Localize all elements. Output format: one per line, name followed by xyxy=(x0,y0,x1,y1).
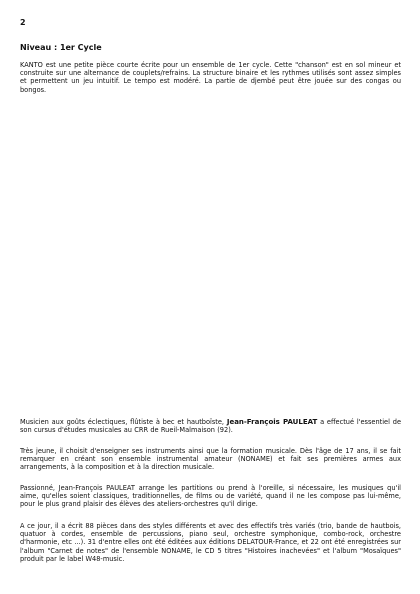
piece-description: KANTO est une petite pièce courte écrite pour un ensemble de 1er cycle. Cette "chanson" est en sol mineur et construite sur une alternance de couplets/refrains. La structure binaire et les rythmes utilisés sont assez simples et permettent un jeu intuitif. Le tempo est modéré. La partie de djembé peut être jouée sur des congas ou bongos. xyxy=(20,61,401,94)
level-heading: Niveau : 1er Cycle xyxy=(20,43,102,52)
bio-paragraph-2: Très jeune, il choisit d'enseigner ses instruments ainsi que la formation musicale. Dès l'âge de 17 ans, il se fait remarquer en créant son ensemble instrumental amateur (NONAME) et fait ses premières armes aux arrangements, à la composition et à la direction musicale. xyxy=(20,447,401,472)
composer-name: Jean-François PAULEAT xyxy=(226,418,318,426)
bio-studies-text: a effectué l'essentiel de son cursus d'études musicales au CRR de Rueil-Malmaison (92). xyxy=(20,418,401,435)
bio-paragraph-3: Passionné, Jean-François PAULEAT arrange les partitions ou prend à l'oreille, si nécessaire, les musiques qu'il aime, qu'elles soient classiques, traditionnelles, de films ou de variété, quand il ne les compose pas lui-même, pour le plus grand plaisir des élèves des ateliers-orchestres qu'il dirige. xyxy=(20,484,401,509)
page-number: 2 xyxy=(20,18,27,27)
bio-paragraph-1 xyxy=(20,418,401,434)
bio-intro-text: Musicien aux goûts éclectiques, flûtiste à bec et hautboïste, xyxy=(20,418,227,426)
bio-paragraph-4: A ce jour, il a écrit 88 pièces dans des styles différents et avec des effectifs très variés (trio, bande de hautbois, quatuor à cordes, ensemble de percussions, piano seul, orchestre symphonique, combo-rock, orchestre d'harmonie, etc ...). 31 d'entre elles ont été éditées aux éditions DELATOUR-France, et 22 ont été enregistrées sur l'album "Carnet de notes" de l'ensemble NONAME, le CD 5 titres "Histoires inachevées" et l'album "Mosaïques" produit par le label W48-music. xyxy=(20,522,401,563)
